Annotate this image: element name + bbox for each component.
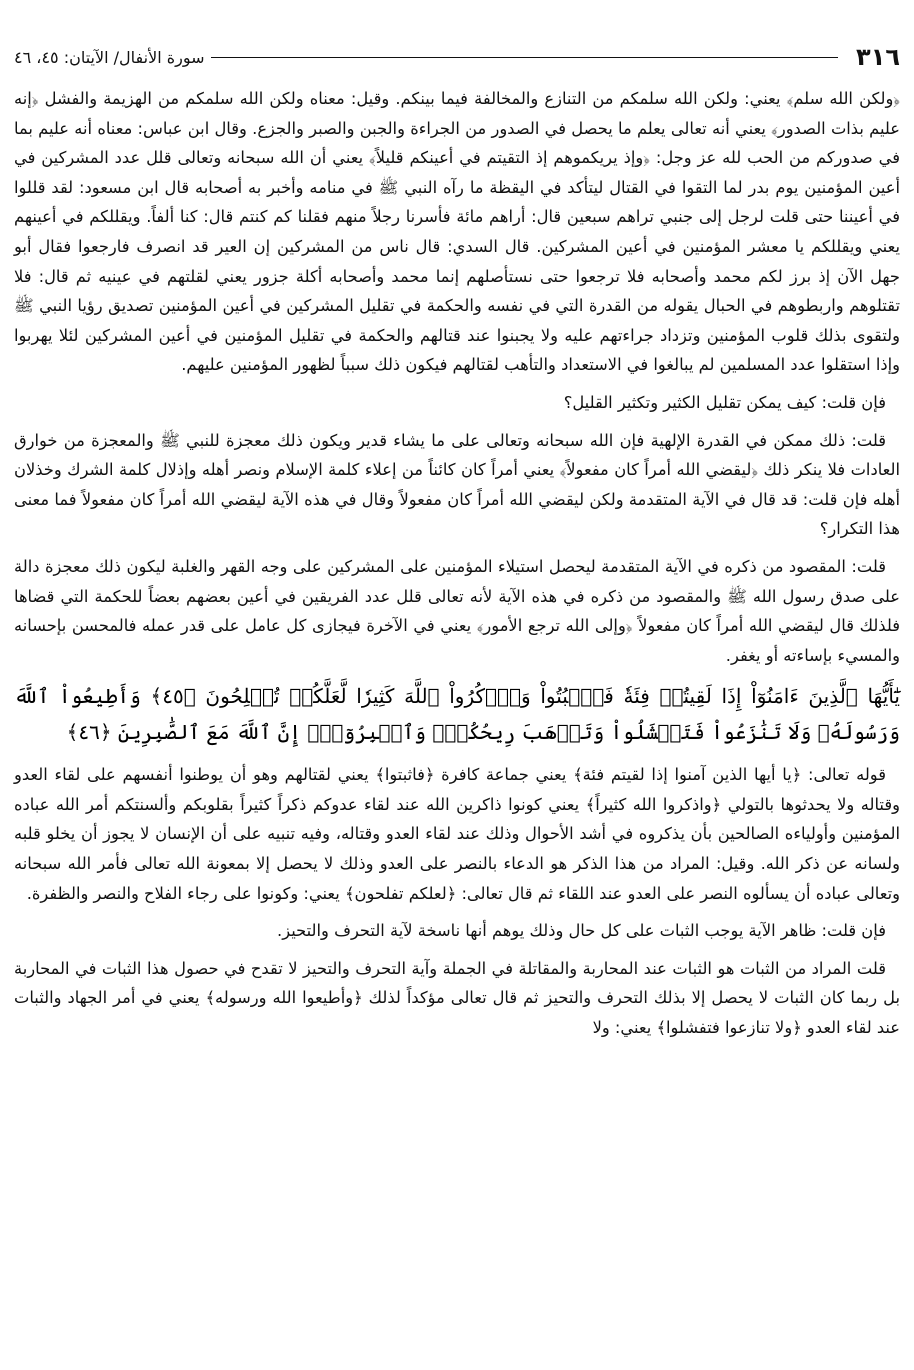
book-page	[14, 40, 900, 1355]
paragraph-2: فإن قلت: كيف يمكن تقليل الكثير وتكثير القليل؟	[563, 392, 886, 412]
paragraph-4: قلت: المقصود من ذكره في الآية المتقدمة ليحصل استيلاء المؤمنين على المشركين على وجه القهر والغلبة ليكون ذلك معجزة دالة على صدق رسول الله ﷺ والمقصود من ذكره في هذه الآية لأنه تعالى قلل عدد الفريقين في أعين بعضهم بعضاً للحكمة التي قضاها فلذلك قال ليقضي الله أمراً كان مفعولاً ﴿وإلى الله ترجع الأمور﴾ يعني في الآخرة فيجازى كل عامل على قدر عمله فالمحسن بإحسانه والمسيء بإساءته أو يغفر.	[14, 556, 900, 665]
page-header	[14, 40, 900, 74]
paragraph-1: ﴿ولكن الله سلم﴾ يعني: ولكن الله سلمكم من التنازع والمخالفة فيما بينكم. وقيل: معناه ولكن الله سلمكم من الهزيمة والفشل ﴿إنه عليم بذات الصدور﴾ يعني أنه تعالى يعلم ما يحصل في الصدور من الجراءة والجبن والصبر والجزع. وقال ابن عباس: معناه أنه عليم بما في صدوركم من الحب لله عز وجل: ﴿وإذ يريكموهم إذ التقيتم في أعينكم قليلاً﴾ يعني أن الله سبحانه وتعالى قلل عدد المشركين في أعين المؤمنين يوم بدر لما التقوا في القتال ليتأكد في اليقظة ما رآه النبي ﷺ في منامه وأخبر به أصحابه قال ابن مسعود: لقد قللوا في أعيننا حتى قلت لرجل إلى جنبي تراهم سبعين قال: أراهم مائة فأسرنا رجلاً منهم فقلنا كم كنتم قال: كنا ألفاً. ويقللكم في أعينهم يعني ويقللكم يا معشر المؤمنين في أعين المشركين. قال السدي: قال ناس من المشركين إن العير قد انصرف فارجعوا فقال أبو جهل الآن إذ برز لكم محمد وأصحابه فلا ترجعوا حتى نستأصلهم إنما محمد وأصحابه أكلة جزور يعني لقلتهم في عينيه ثم قال: فلا تقتلوهم واربطوهم في الحبال يقوله من القدرة التي في نفسه والحكمة في تقليل المشركين في أعين المؤمنين تصديق رؤيا النبي ﷺ ولتقوى بذلك قلوب المؤمنين وتزداد جراءتهم عليه ولا يجبنوا عند قتالهم والحكمة في تقليل المؤمنين في أعين المشركين لئلا يهربوا وإذا استقلوا عدد المسلمين لم يبالغوا في الاستعداد والتأهب لقتالهم فيكون ذلك سبباً لظهور المؤمنين عليهم.	[14, 89, 900, 375]
paragraph-7: قلت المراد من الثبات هو الثبات عند المحاربة والمقاتلة في الجملة وآية التحرف والتحيز لا تقدح في حصول هذا الثبات في المحاربة بل ربما كان الثبات لا يحصل إلا بذلك التحرف والتحيز ثم قال تعالى مؤكداً لذلك ﴿وأطيعوا الله ورسوله﴾ يعني في أمر الجهاد والثبات عند لقاء العدو ﴿ولا تنازعوا فتفشلوا﴾ يعني: ولا	[14, 958, 900, 1038]
body-text	[14, 84, 900, 1043]
paragraph-5: قوله تعالى: ﴿يا أيها الذين آمنوا إذا لقيتم فئة﴾ يعني جماعة كافرة ﴿فاثبتوا﴾ يعني لقتالهم وهو أن يوطنوا أنفسهم على لقاء العدو وقتاله ولا يحدثوها بالتولي ﴿واذكروا الله كثيراً﴾ يعني كونوا ذاكرين الله عند لقاء عدوكم ذكراً كثيراً بقلوبكم وألسنتكم أمر الله عباده المؤمنين وأولياءه الصالحين بأن يذكروه في أشد الأحوال وذلك عند لقاء العدو وقتاله، وفيه تنبيه على أن الإنسان لا يجوز أن يخلو قلبه ولسانه عن ذكر الله. وقيل: المراد من هذا الذكر هو الدعاء بالنصر على العدو وذلك لا يحصل إلا بمعونة الله تعالى فأمر الله سبحانه وتعالى عباده أن يسألوه النصر على العدو عند اللقاء ثم قال تعالى: ﴿لعلكم تفلحون﴾ يعني: وكونوا على رجاء الفلاح والنصر والظفرة.	[14, 765, 900, 903]
header-rule	[211, 57, 839, 58]
paragraph-6: فإن قلت: ظاهر الآية يوجب الثبات على كل حال وذلك يوهم أنها ناسخة لآية التحرف والتحيز.	[277, 921, 886, 941]
page-number: ٣١٦	[856, 43, 900, 71]
quran-verse: يَٰٓأَيُّهَا ٱلَّذِينَ ءَامَنُوٓاْ إِذَا لَقِيتُمۡ فِئَةٗ فَٱثۡبُتُواْ وَٱذۡكُرُواْ ٱللَّهَ كَثِيرٗا لَّعَلَّكُمۡ تُفۡلِحُونَ ﴿٤٥﴾ وَأَطِيعُواْ ٱللَّهَ وَرَسُولَهُۥ وَلَا تَنَٰزَعُواْ فَتَفۡشَلُواْ وَتَذۡهَبَ رِيحُكُمۡۖ وَٱصۡبِرُوٓاْۚ إِنَّ ٱللَّهَ مَعَ ٱلصَّٰبِرِينَ ﴿٤٦﴾	[14, 684, 900, 745]
paragraph-3: قلت: ذلك ممكن في القدرة الإلهية فإن الله سبحانه وتعالى على ما يشاء قدير ويكون ذلك معجزة للنبي ﷺ والمعجزة من خوارق العادات فلا ينكر ذلك ﴿ليقضي الله أمراً كان مفعولاً﴾ يعني أمراً كان كائناً من إعلاء كلمة الإسلام ونصر أهله وإذلال كلمة الشرك وخذلان أهله فإن قلت: قد قال في الآية المتقدمة ولكن ليقضي الله أمراً كان مفعولاً وقال في هذه الآية ليقضي الله أمراً كان مفعولاً فما معنى هذا التكرار؟	[14, 430, 900, 539]
surah-title: سورة الأنفال/ الآيتان: ٤٥، ٤٦	[14, 47, 205, 67]
